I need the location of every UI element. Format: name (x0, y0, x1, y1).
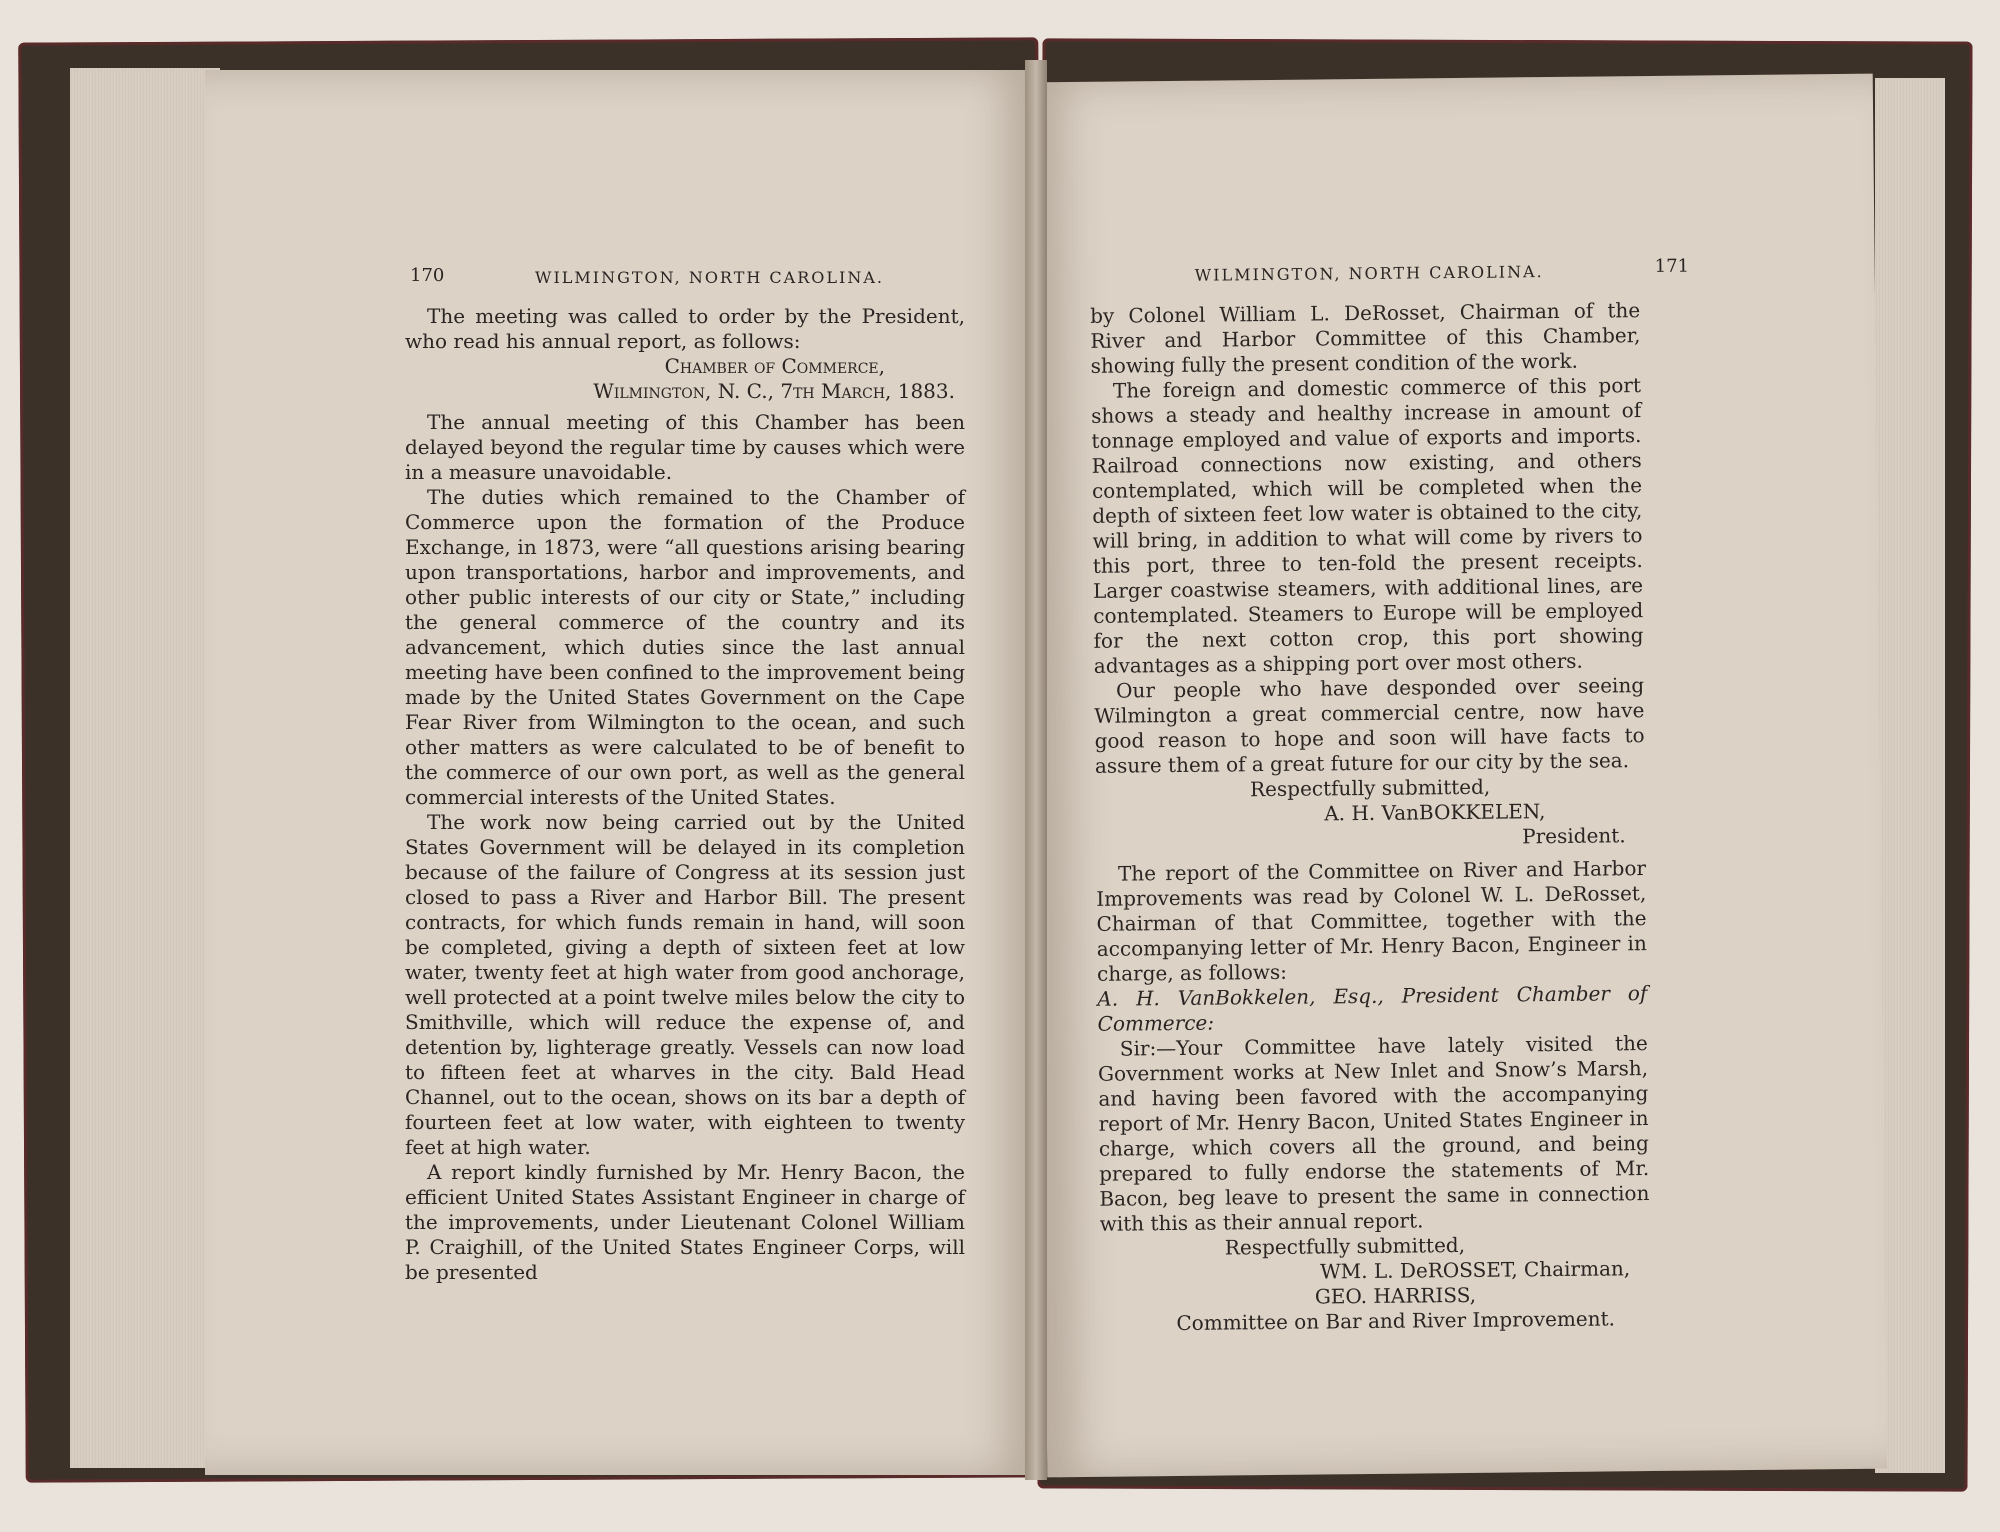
page-number: 170 (410, 265, 445, 286)
paragraph: by Colonel William L. DeRosset, Chairman of the River and Harbor Committee of this Chamber, showing fully the present condition of the work. (1090, 298, 1641, 378)
page-edges-left (70, 68, 220, 1468)
book-gutter (1025, 60, 1047, 1480)
signature: GEO. HARRISS, (1314, 1282, 1477, 1309)
signature: A. H. VanBOKKELEN, (1324, 799, 1546, 826)
running-head: WILMINGTON, NORTH CAROLINA. (535, 268, 884, 287)
dateline-line-2: Wilmington, N. C., 7th March, 1883. (593, 379, 955, 403)
paragraph: Our people who have desponded over seeing Wilmington a great commercial centre, now have good reason to hope and soon will have facts to assure them of a great future for our city by the sea. (1094, 673, 1645, 778)
right-page (1033, 74, 1888, 1478)
closing: Respectfully submitted, (1224, 1232, 1466, 1260)
letter-body: Sir:—Your Committee have lately visited the Government works at New Inlet and Snow’s Marsh, and having been favored with the accompanying report of Mr. Henry Bacon, United States Engineer in charge, which covers all the ground, and being prepared to fully endorse the statements of Mr. Bacon, beg leave to present the same in connection with this as their annual report. (1097, 1031, 1650, 1236)
page-number: 171 (1654, 255, 1690, 277)
paragraph: The duties which remained to the Chamber of Commerce upon the formation of the Produce Exchange, in 1873, were “all questions arising bearing upon transportations, harbor and improvements, and other public interests of our city or State,” including the general commerce of the country and its advancement, which duties since the last annual meeting have been confined to the improvement being made by the United States Government on the Cape Fear River from Wilmington to the ocean, and such other matters as were calculated to be of benefit to the commerce of our own port, as well as the general commercial interests of the United States. (405, 485, 965, 809)
signature: WM. L. DeROSSET, Chairman, (1320, 1256, 1631, 1284)
right-body (1090, 298, 1651, 1337)
paragraph: The annual meeting of this Chamber has been delayed beyond the regular time by causes which were in a measure unavoidable. (405, 410, 965, 484)
dateline-line-1: Chamber of Commerce, (664, 354, 885, 378)
left-page (205, 70, 1035, 1475)
paragraph: The report of the Committee on River and Harbor Improvements was read by Colonel W. L. DeRosset, Chairman of that Committee, together with the accompanying letter of Mr. Henry Bacon, Engineer in charge, as follows: (1096, 856, 1647, 986)
left-body (405, 304, 965, 1285)
closing: Respectfully submitted, (1249, 774, 1491, 802)
signature-title: President. (1522, 823, 1626, 849)
paragraph: The work now being carried out by the United States Government will be delayed in its completion because of the failure of Congress at its session just closed to pass a River and Harbor Bill. The present contracts, for which funds remain in hand, will soon be completed, giving a depth of sixteen feet at low water, twenty feet at high water from good anchorage, well protected at a point twelve miles below the city to Smithville, which will reduce the expense of, and detention by, lighterage greatly. Vessels can now load to fifteen feet at wharves in the city. Bald Head Channel, out to the ocean, shows on its bar a depth of fourteen feet at low water, with eighteen to twenty feet at high water. (405, 810, 965, 1159)
intro-paragraph: The meeting was called to order by the President, who read his annual report, as follows: (405, 304, 965, 353)
committee-name: Committee on Bar and River Improvement. (1176, 1306, 1616, 1335)
running-head: WILMINGTON, NORTH CAROLINA. (1194, 262, 1544, 285)
page-edges-right (1875, 78, 1945, 1473)
paragraph: The foreign and domestic commerce of this port shows a steady and healthy increase in amount of tonnage employed and value of exports and imports. Railroad connections now existing, and others contemplated, which will be completed when the depth of sixteen feet low water is obtained to the city, will bring, in addition to what will come by rivers to this port, three to ten-fold the present receipts. Larger coastwise steamers, with additional lines, are contemplated. Steamers to Europe will be employed for the next cotton crop, this port showing advantages as a shipping port over most others. (1091, 373, 1644, 678)
paragraph: A report kindly furnished by Mr. Henry Bacon, the efficient United States Assistant Engineer in charge of the improvements, under Lieutenant Colonel William P. Craighill, of the United States Engineer Corps, will be presented (405, 1160, 965, 1284)
salutation: A. H. VanBokkelen, Esq., President Chamber of Commerce: (1097, 981, 1648, 1036)
